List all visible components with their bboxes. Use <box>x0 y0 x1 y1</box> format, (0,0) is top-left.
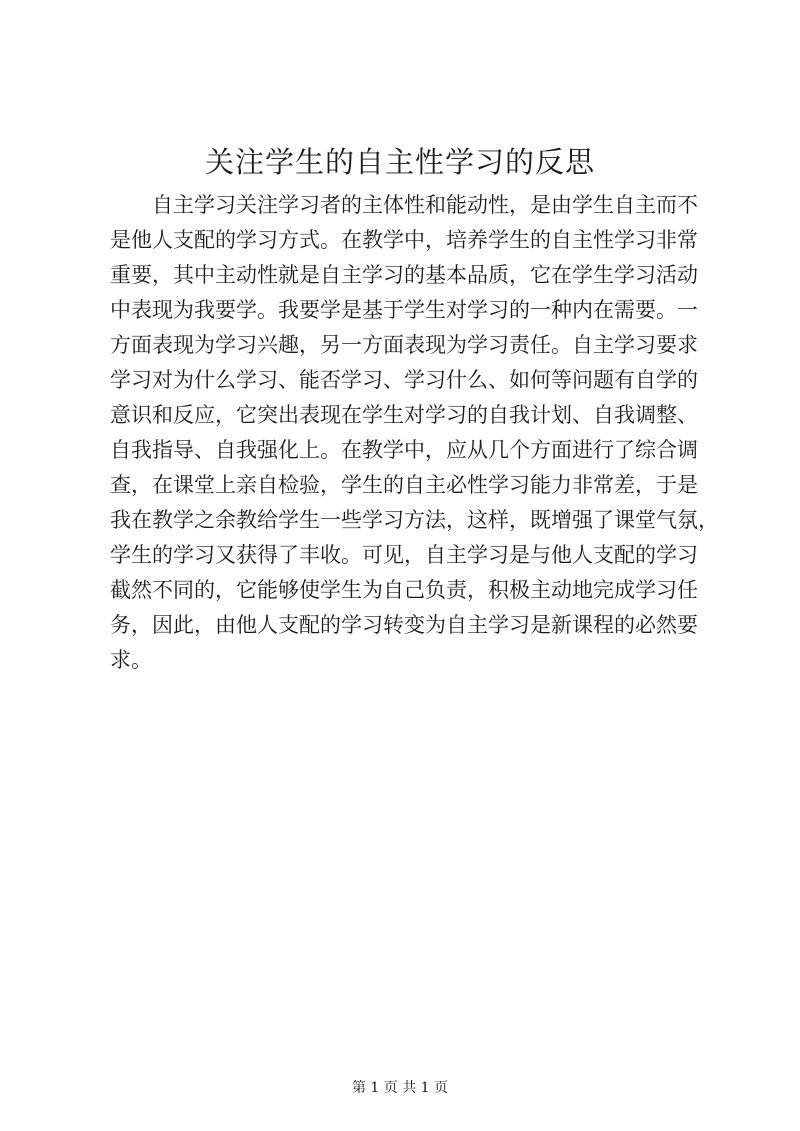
body-line: 中表现为我要学。我要学是基于学生对学习的一种内在需要。一 <box>110 298 698 322</box>
body-line: 求。 <box>110 648 152 672</box>
body-line: 我在教学之余教给学生一些学习方法，这样，既增强了课堂气氛， <box>110 508 719 532</box>
body-line: 截然不同的，它能够使学生为自己负责，积极主动地完成学习任 <box>110 578 698 602</box>
page-number: 第 1 页 共 1 页 <box>351 1080 449 1096</box>
body-line: 意识和反应，它突出表现在学生对学习的自我计划、自我调整、 <box>110 403 698 427</box>
body-line: 学生的学习又获得了丰收。可见，自主学习是与他人支配的学习 <box>110 543 698 567</box>
body-line: 重要，其中主动性就是自主学习的基本品质，它在学生学习活动 <box>110 263 698 287</box>
body-line: 方面表现为学习兴趣，另一方面表现为学习责任。自主学习要求 <box>110 333 698 357</box>
body-line: 查，在课堂上亲自检验，学生的自主必性学习能力非常差，于是 <box>110 473 698 497</box>
body-line: 务，因此，由他人支配的学习转变为自主学习是新课程的必然要 <box>110 613 698 637</box>
body-line: 自主学习关注学习者的主体性和能动性，是由学生自主而不 <box>152 193 698 217</box>
body-line: 是他人支配的学习方式。在教学中，培养学生的自主性学习非常 <box>110 228 698 252</box>
document-title: 关注学生的自主性学习的反思 <box>204 145 595 179</box>
body-line: 学习对为什么学习、能否学习、学习什么、如何等问题有自学的 <box>110 368 698 392</box>
body-line: 自我指导、自我强化上。在教学中，应从几个方面进行了综合调 <box>110 438 698 462</box>
